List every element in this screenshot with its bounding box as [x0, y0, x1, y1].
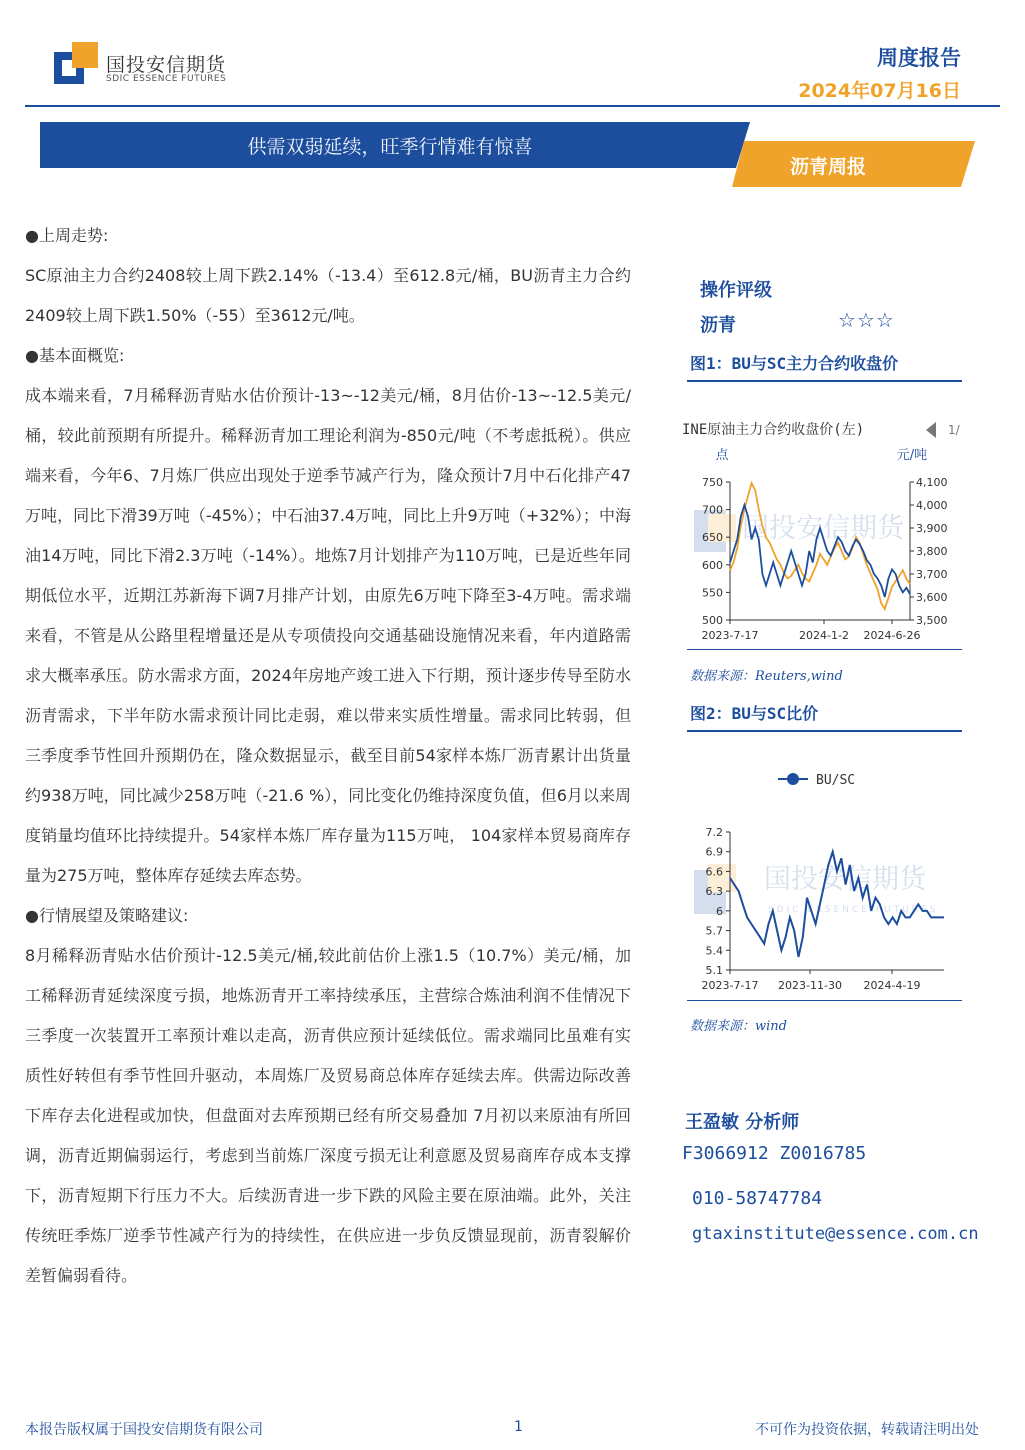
chart2-legend-label: BU/SC: [816, 773, 856, 788]
figure-2-top-rule: [687, 730, 962, 732]
chart1-x-tick-label: 2024-1-2: [799, 629, 849, 642]
chart2-y-tick-label: 5.4: [705, 944, 723, 958]
figure-1-source: 数据来源：Reuters,wind: [690, 669, 843, 684]
chart1-left-unit: 点: [715, 448, 729, 463]
chart2-y-tick-label: 7.2: [705, 826, 723, 839]
footer-page-number: 1: [514, 1419, 523, 1435]
figure-2-source: 数据来源：wind: [690, 1019, 787, 1034]
figure-2-title: 图2：BU与SC比价: [690, 704, 819, 723]
rating-title: 操作评级: [700, 280, 772, 301]
chart2-y-tick-label: 6.3: [705, 885, 723, 899]
figure-1-bottom-rule: [687, 649, 962, 650]
footer-disclaimer: 不可作为投资依据，转载请注明出处: [755, 1422, 979, 1438]
chart1-legend-prev-icon[interactable]: [926, 422, 936, 438]
chart1-right-tick-label: 3,500: [916, 614, 948, 627]
brand-name-en: SDIC ESSENCE FUTURES: [106, 74, 227, 84]
chart1-left-tick-label: 700: [702, 503, 723, 517]
brand-name-cn: 国投安信期货: [106, 54, 227, 76]
chart1-legend-label: INE原油主力合约收盘价(左): [682, 422, 865, 438]
chart1-right-tick-label: 4,000: [916, 499, 948, 512]
company-logo-icon: [54, 42, 98, 84]
chart2-y-tick-label: 5.1: [705, 964, 723, 977]
report-tag: 沥青周报: [789, 156, 866, 178]
chart2-watermark-en: SDIC ESSENCE FUTURES: [768, 905, 939, 915]
chart1-right-tick-label: 3,800: [916, 545, 948, 558]
rating-item: 沥青: [700, 315, 736, 336]
section-body-fundamentals: 成本端来看，7月稀释沥青贴水估价预计-13~-12美元/桶，8月估价-13~-12.5美元/桶，较此前预期有所提升。稀释沥青加工理论利润为-850元/吨（不考虑抵税）。供应端来看，今年6、7月炼厂供应出现处于逆季节减产行为，隆众预计7月中石化排产47万吨，同比下滑39万吨（-45%）；中石油37.4万吨，同比上升9万吨（+32%）；中海油14万吨，同比下滑2.3万吨（-14%）。地炼7月计划排产为110万吨，已是近些年同期低位水平，近期江苏新海下调7月排产计划，由原先6万吨下降至3-4万吨。需求端来看，不管是从公路里程增量还是从专项债投向交通基础设施情况来看，年内道路需求大概率承压。防水需求方面，2024年房地产竣工进入下行期，预计逐步传导至防水沥青需求，下半年防水需求预计同比走弱，难以带来实质性增量。需求同比转弱，但三季度季节性回升预期仍在，隆众数据显示，截至目前54家样本炼厂沥青累计出货量约938万吨，同比减少258万吨（-21.6 %），同比变化仍维持深度负值，但6月以来周度销量均值环比持续提升。54家样本炼厂库存量为115万吨， 104家样本贸易商库存量为275万吨，整体库存延续去库态势。: [25, 386, 631, 885]
footer-copyright: 本报告版权属于国投安信期货有限公司: [25, 1422, 263, 1438]
chart1-watermark: [694, 510, 906, 552]
chart1-x-tick-label: 2023-7-17: [701, 629, 759, 642]
chart2-y-tick-label: 6.9: [705, 845, 723, 859]
analyst-phone: 010-58747784: [692, 1188, 823, 1209]
section-heading-outlook: ●行情展望及策略建议:: [25, 906, 189, 925]
figure-1-chart: [672, 412, 972, 644]
figure-1-title: 图1：BU与SC主力合约收盘价: [690, 354, 899, 373]
figure-2-chart: [672, 760, 972, 996]
chart1-right-tick-label: 3,900: [916, 522, 948, 535]
analyst-email[interactable]: gtaxinstitute@essence.com.cn: [692, 1224, 979, 1244]
chart1-right-tick-label: 4,100: [916, 476, 948, 489]
header-divider: [25, 105, 1000, 107]
section-heading-fundamentals: ●基本面概览:: [25, 346, 125, 365]
chart1-watermark-text: 国投安信期货: [742, 513, 904, 544]
chart2-watermark: [694, 864, 938, 915]
chart1-left-tick-label: 550: [702, 586, 723, 600]
analyst-name: 王盈敏 分析师: [685, 1112, 800, 1133]
report-title: 供需双弱延续，旺季行情难有惊喜: [247, 136, 533, 158]
chart1-right-tick-label: 3,700: [916, 568, 948, 581]
chart2-y-tick-label: 5.7: [705, 924, 723, 938]
chart2-y-tick-label: 6: [716, 904, 723, 918]
chart2-legend-marker: [787, 773, 799, 785]
chart2-y-tick-label: 6.6: [705, 865, 723, 879]
analyst-certificate: F3066912 Z0016785: [682, 1143, 867, 1164]
report-type: 周度报告: [877, 46, 961, 70]
chart1-legend-page: 1/: [948, 423, 960, 437]
chart2-x-tick-label: 2023-7-17: [701, 979, 759, 992]
section-body-outlook: 8月稀释沥青贴水估价预计-12.5美元/桶,较此前估价上涨1.5（10.7%）美元/桶，加工稀释沥青延续深度亏损，地炼沥青开工率持续承压，主营综合炼油利润不佳情况下三季度一次装置开工率预计难以走高，沥青供应预计延续低位。需求端同比虽难有实质性好转但有季节性回升驱动，本周炼厂及贸易商总体库存延续去库。供需边际改善下库存去化进程或加快，但盘面对去库预期已经有所交易叠加 7月初以来原油有所回调，沥青近期偏弱运行，考虑到当前炼厂深度亏损无让利意愿及贸易商库存成本支撑下，沥青短期下行压力不大。后续沥青进一步下跌的风险主要在原油端。此外，关注传统旺季炼厂逆季节性减产行为的持续性，在供应进一步负反馈显现前，沥青裂解价差暂偏弱看待。: [25, 946, 631, 1285]
main-content: [25, 216, 631, 1296]
chart1-x-tick-label: 2024-6-26: [863, 629, 921, 642]
chart1-left-tick-label: 500: [702, 614, 723, 627]
chart1-left-tick-label: 650: [702, 531, 723, 545]
report-date: 2024年07月16日: [798, 80, 961, 102]
section-heading-last-week: ●上周走势:: [25, 226, 109, 245]
figure-1-top-rule: [687, 380, 962, 382]
chart2-x-tick-label: 2023-11-30: [778, 979, 842, 992]
rating-stars-icon: ☆☆☆: [838, 308, 895, 332]
figure-2-bottom-rule: [687, 1000, 962, 1001]
chart2-legend: [778, 773, 855, 788]
chart2-x-tick-label: 2024-4-19: [863, 979, 921, 992]
section-body-last-week: SC原油主力合约2408较上周下跌2.14%（-13.4）至612.8元/桶，BU沥青主力合约2409较上周下跌1.50%（-55）至3612元/吨。: [25, 266, 631, 325]
chart1-left-tick-label: 750: [702, 476, 723, 489]
chart2-watermark-text: 国投安信期货: [764, 864, 926, 895]
chart1-left-tick-label: 600: [702, 558, 723, 572]
chart1-right-unit: 元/吨: [896, 448, 928, 463]
chart1-right-tick-label: 3,600: [916, 591, 948, 604]
